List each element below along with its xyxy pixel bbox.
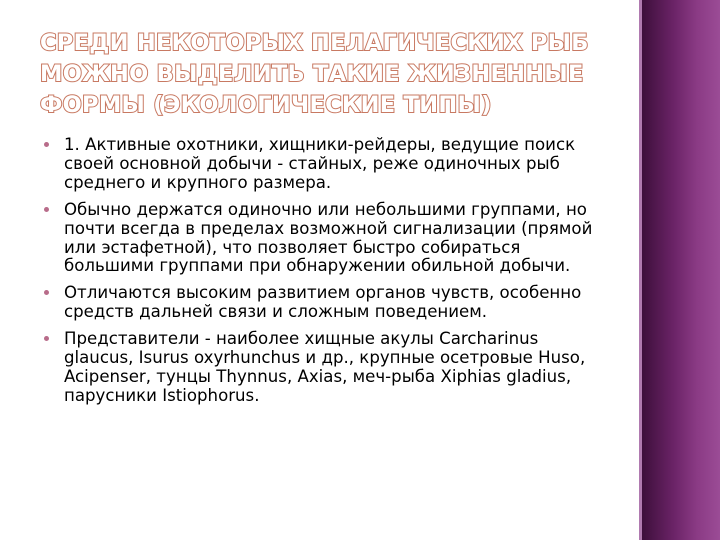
bullet-dot-icon xyxy=(44,336,49,341)
bullet-item-1 xyxy=(42,136,602,193)
bullet-item-3 xyxy=(42,284,602,322)
title-line-1: СРЕДИ НЕКОТОРЫХ ПЕЛАГИЧЕСКИХ РЫБ xyxy=(40,30,589,56)
bullet-dot-icon xyxy=(44,207,49,212)
bullet-text-2: Обычно держатся одиночно или небольшими группами, но почти всегда в пределах возможной сигнализации (прямой или эстафетной), что позволяет быстро собираться большими группами при обнаружении обильной добычи. xyxy=(64,199,593,276)
decorative-side-bar xyxy=(642,0,720,540)
title-line-3: ФОРМЫ (ЭКОЛОГИЧЕСКИЕ ТИПЫ) xyxy=(40,92,492,118)
title-line-2: МОЖНО ВЫДЕЛИТЬ ТАКИЕ ЖИЗНЕННЫЕ xyxy=(40,61,584,87)
bullet-list xyxy=(42,136,602,414)
bullet-text-1: 1. Активные охотники, хищники-рейдеры, ведущие поиск своей основной добычи - стайных, реже одиночных рыб среднего и крупного размера. xyxy=(64,135,576,192)
bullet-item-4 xyxy=(42,330,602,406)
bullet-text-3: Отличаются высоким развитием органов чувств, особенно средств дальней связи и сложным поведением. xyxy=(64,283,582,322)
bullet-text-4: Представители - наиболее хищные акулы Carcharinus glaucus, Isurus oxyrhunchus и др., крупные осетровые Huso, Acipenser, тунцы Thynnus, Axias, меч-рыба Xiphias gladius, парусники Istiophorus. xyxy=(64,329,586,405)
slide-title xyxy=(40,28,600,121)
bullet-item-2 xyxy=(42,201,602,277)
bullet-dot-icon xyxy=(44,290,49,295)
bullet-dot-icon xyxy=(44,142,49,147)
